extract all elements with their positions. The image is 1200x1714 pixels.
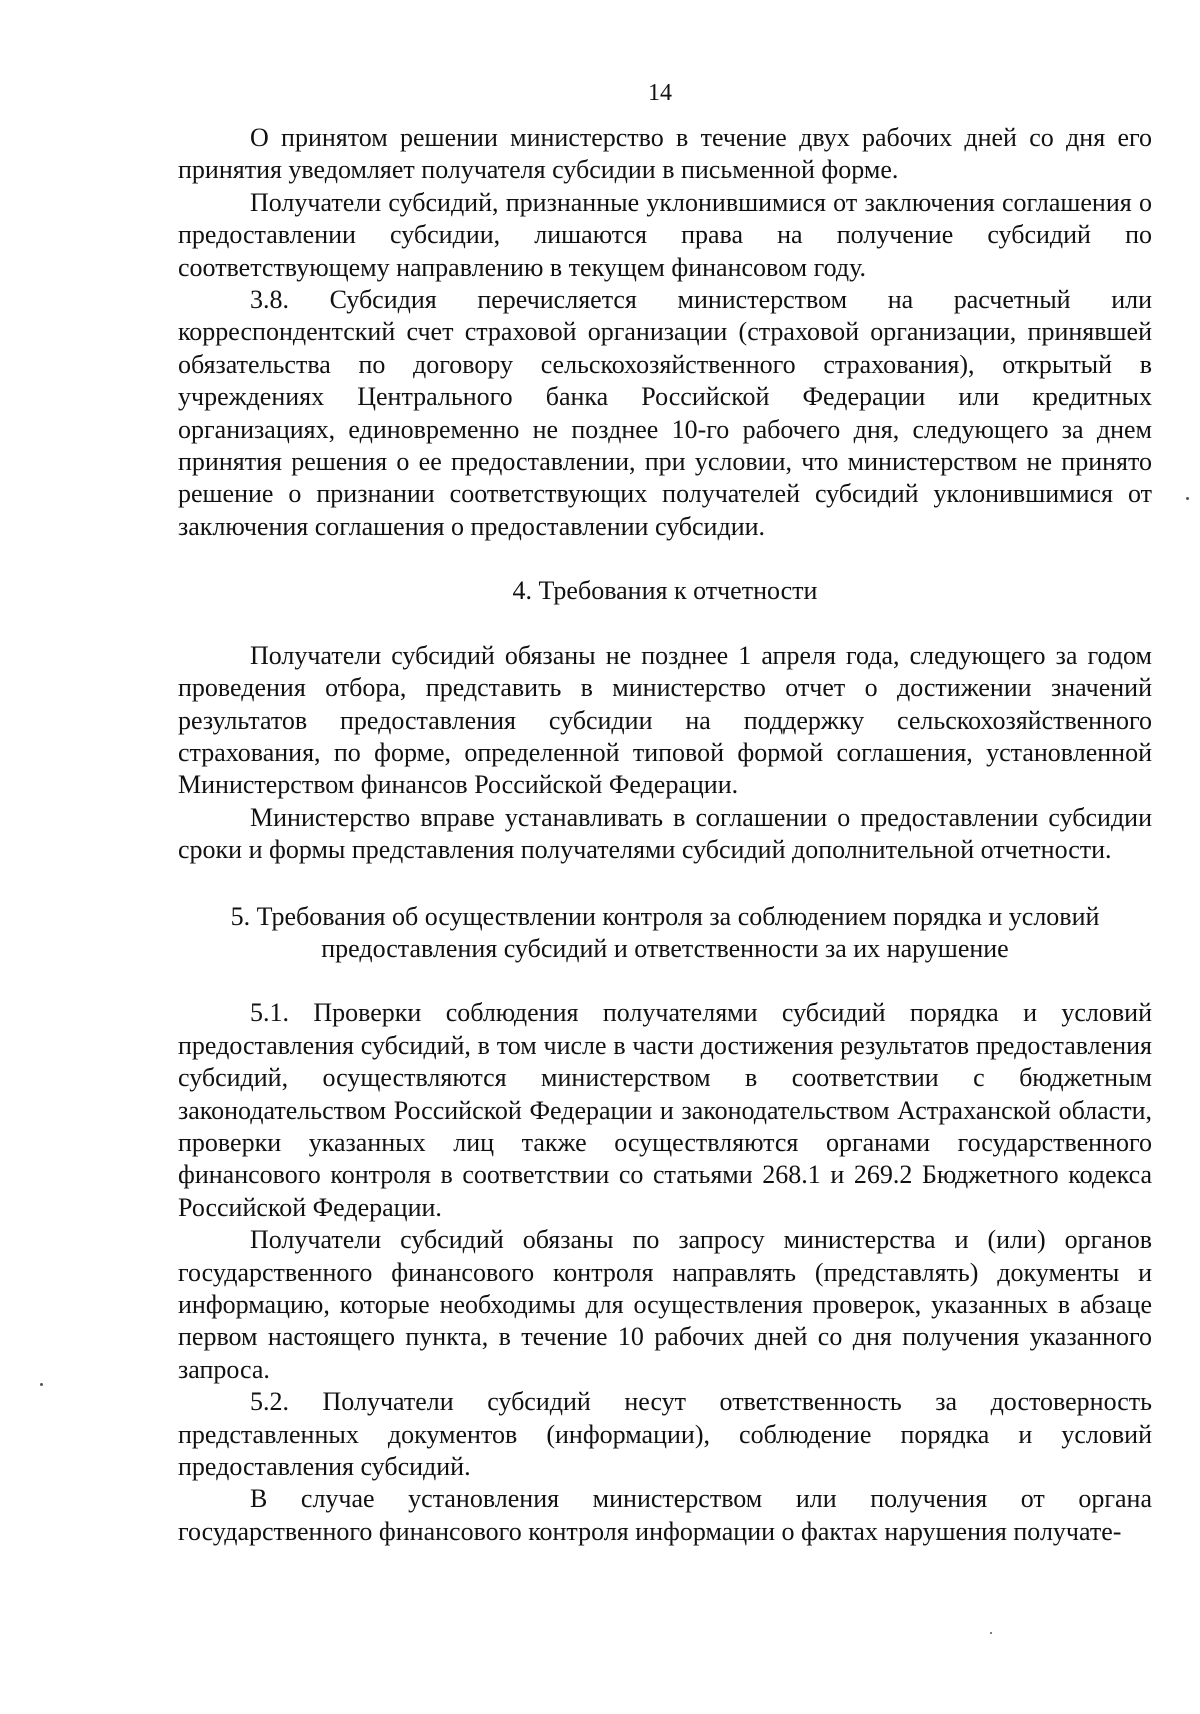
paragraph-violation-facts: В случае установления министерством или получения от органа государственного финансового контроля информации о фактах нарушения получате- — [178, 1484, 1152, 1546]
paragraph-additional-reporting: Министерство вправе устанавливать в соглашении о предоставлении субсидии сроки и формы представления получателями субсидий дополнительной отчетности. — [178, 802, 1152, 865]
document-body — [178, 122, 1152, 1548]
section-heading-reporting: 4. Требования к отчетности — [512, 576, 818, 606]
section-heading-control-line1: 5. Требования об осуществлении контроля за соблюдением порядка и условий — [230, 901, 1100, 931]
paragraph-3-8-transfer: 3.8. Субсидия перечисляется министерством на расчетный или корреспондентский счет страховой организации (страховой организации, принявшей обязательства по договору сельскохозяйственного страхования), открытый в учреждениях Центрального банка Российской Федерации или кредитных организациях, единовременно не позднее 10-го рабочего дня, следующего за днем принятия решения о ее предоставлении, при условии, что министерством не принято решение о признании соответствующих получателей субсидий уклонившимися от заключения соглашения о предоставлении субсидии. — [178, 285, 1152, 541]
scan-speck — [1186, 497, 1189, 500]
paragraph-documents-request: Получатели субсидий обязаны по запросу министерства и (или) органов государственного финансового контроля направлять (представлять) документы и информацию, которые необходимы для осуществления проверок, указанных в абзаце первом настоящего пункта, в течение 10 рабочих дней со дня получения указанного запроса. — [178, 1225, 1152, 1384]
page-number: 14 — [648, 80, 672, 106]
section-heading-control — [178, 901, 1152, 966]
scan-speck — [40, 1383, 43, 1386]
scan-speck — [990, 1632, 992, 1634]
paragraph-decision-notice: О принятом решении министерство в течение двух рабочих дней со дня его принятия уведомляет получателя субсидии в письменной форме. — [178, 123, 1152, 185]
paragraph-report-deadline: Получатели субсидий обязаны не позднее 1 апреля года, следующего за годом проведения отбора, представить в министерство отчет о достижении значений результатов предоставления субсидии на поддержку сельскохозяйственного страхования, по форме, определенной типовой формой соглашения, установленной Министерством финансов Российской Федерации. — [178, 640, 1152, 800]
paragraph-5-1-inspections: 5.1. Проверки соблюдения получателями субсидий порядка и условий предоставления субсидий, в том числе в части достижения результатов предоставления субсидий, осуществляются министерством в соответствии с бюджетным законодательством Российской Федерации и законодательством Астраханской области, проверки указанных лиц также осуществляются органами государственного финансового контроля в соответствии со статьями 268.1 и 269.2 Бюджетного кодекса Российской Федерации. — [178, 998, 1152, 1222]
paragraph-5-2-responsibility: 5.2. Получатели субсидий несут ответственность за достоверность представленных документов (информации), соблюдение порядка и условий предоставления субсидий. — [178, 1387, 1152, 1482]
paragraph-evasion-rights: Получатели субсидий, признанные уклонившимися от заключения соглашения о предоставлении субсидии, лишаются права на получение субсидий по соответствующему направлению в текущем финансовом году. — [178, 187, 1152, 282]
section-heading-control-line2: предоставления субсидий и ответственности за их нарушение — [321, 933, 1009, 963]
